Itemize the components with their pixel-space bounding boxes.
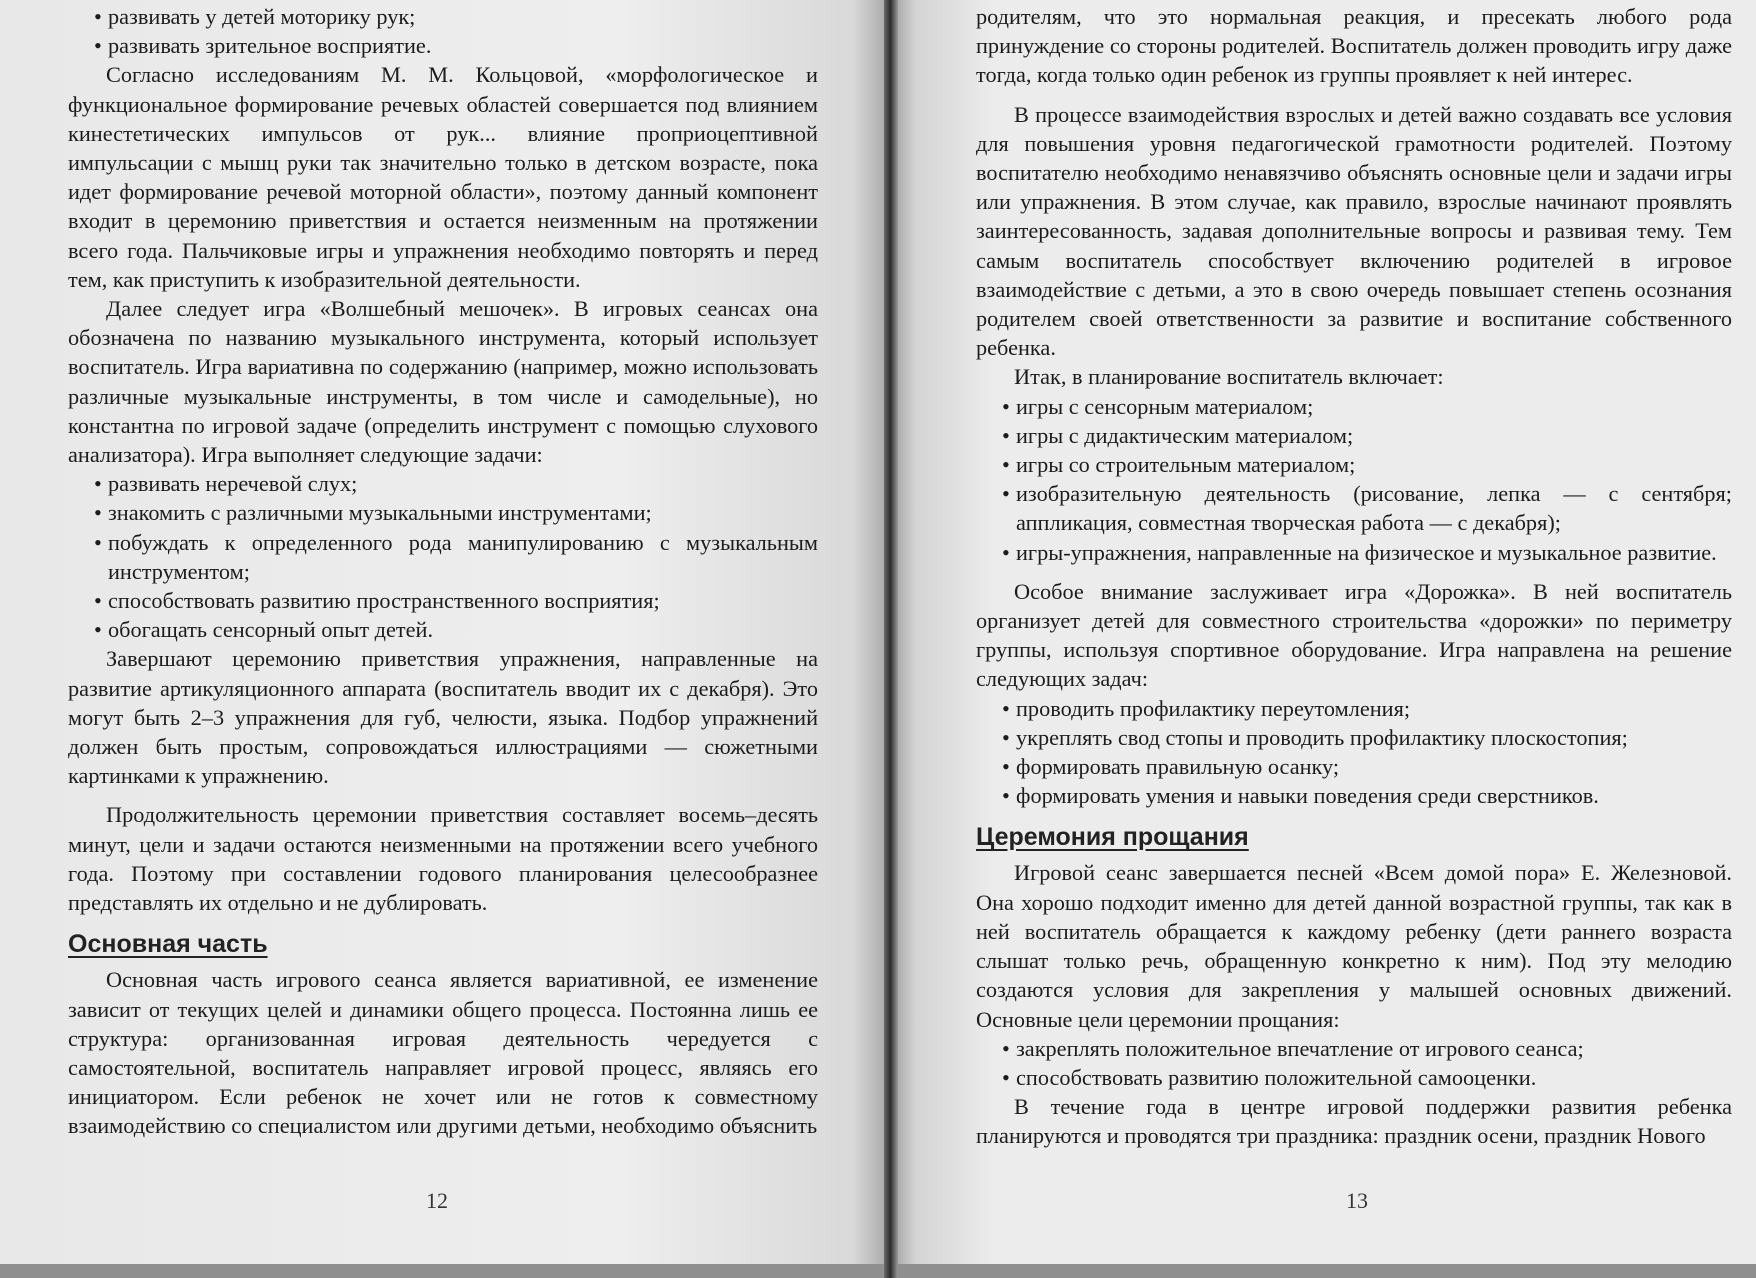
paragraph: Завершают церемонию приветствия упражнения, направленные на развитие артикуляционного аппарата (воспитатель вводит их с декабря). Это могут быть 2–3 упражнения для губ, челюсти, языка. Подбор упражнений должен быть простым, сопровождаться иллюстрациями — сюжетными картинками к упражнению. [68,646,818,789]
list-item: • способствовать развитию положительной самооценки. [976,1063,1732,1092]
page-number: 12 [426,1188,448,1213]
paragraph: Особое внимание заслуживает игра «Дорожка». В ней воспитатель организует детей для совместного строительства «дорожки» по периметру группы, используя спортивное оборудование. Игра направлена на решение следующих задач: [976,578,1732,692]
list-item: • игры с дидактическим материалом; [976,421,1732,450]
right-page-text [976,2,1732,1151]
paragraph: В процессе взаимодействия взрослых и детей важно создавать все условия для повышения уровня педагогической грамотности родителей. Поэтому воспитателю необходимо ненавязчиво объяснять основные цели и задачи игры или упражнения. В этом случае, как правило, взрослые начинают проявлять заинтересованность, задавая дополнительные вопросы и развивая тему. Тем самым воспитатель способствует включению родителей в игровое взаимодействие с детьми, а это в свою очередь повышает степень осознания родителем своей ответственности за развитие и воспитание собственного ребенка. [976,101,1732,361]
paragraph: родителям, что это нормальная реакция, и пресекать любого рода принуждение со стороны родителей. Воспитатель должен проводить игру даже тогда, когда только один ребенок из группы проявляет к ней интерес. [976,4,1732,88]
paragraph: Игровой сеанс завершается песней «Всем домой пора» Е. Железновой. Она хорошо подходит именно для детей данной возрастной группы, так как в ней воспитатель обращается к каждому ребенку (дети раннего возраста слышат только речь, обращенную конкретно к ним). Под эту мелодию создаются условия для закрепления у малышей основных движений. Основные цели церемонии прощания: [976,860,1732,1032]
list-item: • развивать у детей моторику рук; [68,2,818,31]
list-item: • знакомить с различными музыкальными инструментами; [68,498,818,527]
paragraph: Согласно исследованиям М. М. Кольцовой, «морфологическое и функциональное формирование речевых областей совершается под влиянием кинестетических импульсов от рук... влияние проприоцептивной импульсации с мышц руки так значительно только в детском возрасте, пока идет формирование речевой моторной области», поэтому данный компонент входит в церемонию приветствия и остается неизменным на протяжении всего года. Пальчиковые игры и упражнения необходимо повторять и перед тем, как приступить к изобразительной деятельности. [68,62,818,292]
list-item: • побуждать к определенного рода манипулированию с музыкальным инструментом; [68,528,818,586]
list-item: • обогащать сенсорный опыт детей. [68,615,818,644]
list-item: • проводить профилактику переутомления; [976,694,1732,723]
list-item: • изобразительную деятельность (рисование, лепка — с сентября; аппликация, совместная творческая работа — с декабря); [976,479,1732,537]
list-item: • способствовать развитию пространственного восприятия; [68,586,818,615]
section-heading: Основная часть [68,930,268,959]
list-item: • укреплять свод стопы и проводить профилактику плоскостопия; [976,723,1732,752]
list-item: • игры с сенсорным материалом; [976,392,1732,421]
list-item: • развивать зрительное восприятие. [68,31,818,60]
section-heading: Церемония прощания [976,823,1249,852]
paragraph: Основная часть игрового сеанса является вариативной, ее изменение зависит от текущих целей и динамики общего процесса. Постоянна лишь ее структура: организованная игровая деятельность чередуется с самостоятельной, воспитатель направляет игровой процесс, являясь его инициатором. Если ребенок не хочет или не готов к совместному взаимодействию со специалистом или другими детьми, необходимо объяснить [68,967,818,1139]
list-item: • игры со строительным материалом; [976,450,1732,479]
paragraph: Итак, в планирование воспитатель включает: [1014,364,1444,390]
page-number: 13 [1346,1188,1368,1213]
list-item: • закреплять положительное впечатление от игрового сеанса; [976,1034,1732,1063]
paragraph: В течение года в центре игровой поддержки развития ребенка планируются и проводятся три праздника: праздник осени, праздник Нового [976,1094,1732,1149]
paragraph: Продолжительность церемонии приветствия составляет восемь–десять минут, цели и задачи остаются неизменными на протяжении всего учебного года. Поэтому при составлении годового планирования целесообразнее представлять их отдельно и не дублировать. [68,802,818,916]
list-item: • игры-упражнения, направленные на физическое и музыкальное развитие. [976,538,1732,567]
paragraph: Далее следует игра «Волшебный мешочек». В игровых сеансах она обозначена по названию музыкального инструмента, который использует воспитатель. Игра вариативна по содержанию (например, можно использовать различные музыкальные инструменты, в том числе и самодельные), но константна по игровой задаче (определить инструмент с помощью слухового анализатора). Игра выполняет следующие задачи: [68,296,818,468]
list-item: • формировать правильную осанку; [976,752,1732,781]
left-page-text [68,2,818,1141]
list-item: • развивать неречевой слух; [68,469,818,498]
right-page [890,0,1756,1264]
book-gutter [884,0,898,1278]
list-item: • формировать умения и навыки поведения среди сверстников. [976,781,1732,810]
